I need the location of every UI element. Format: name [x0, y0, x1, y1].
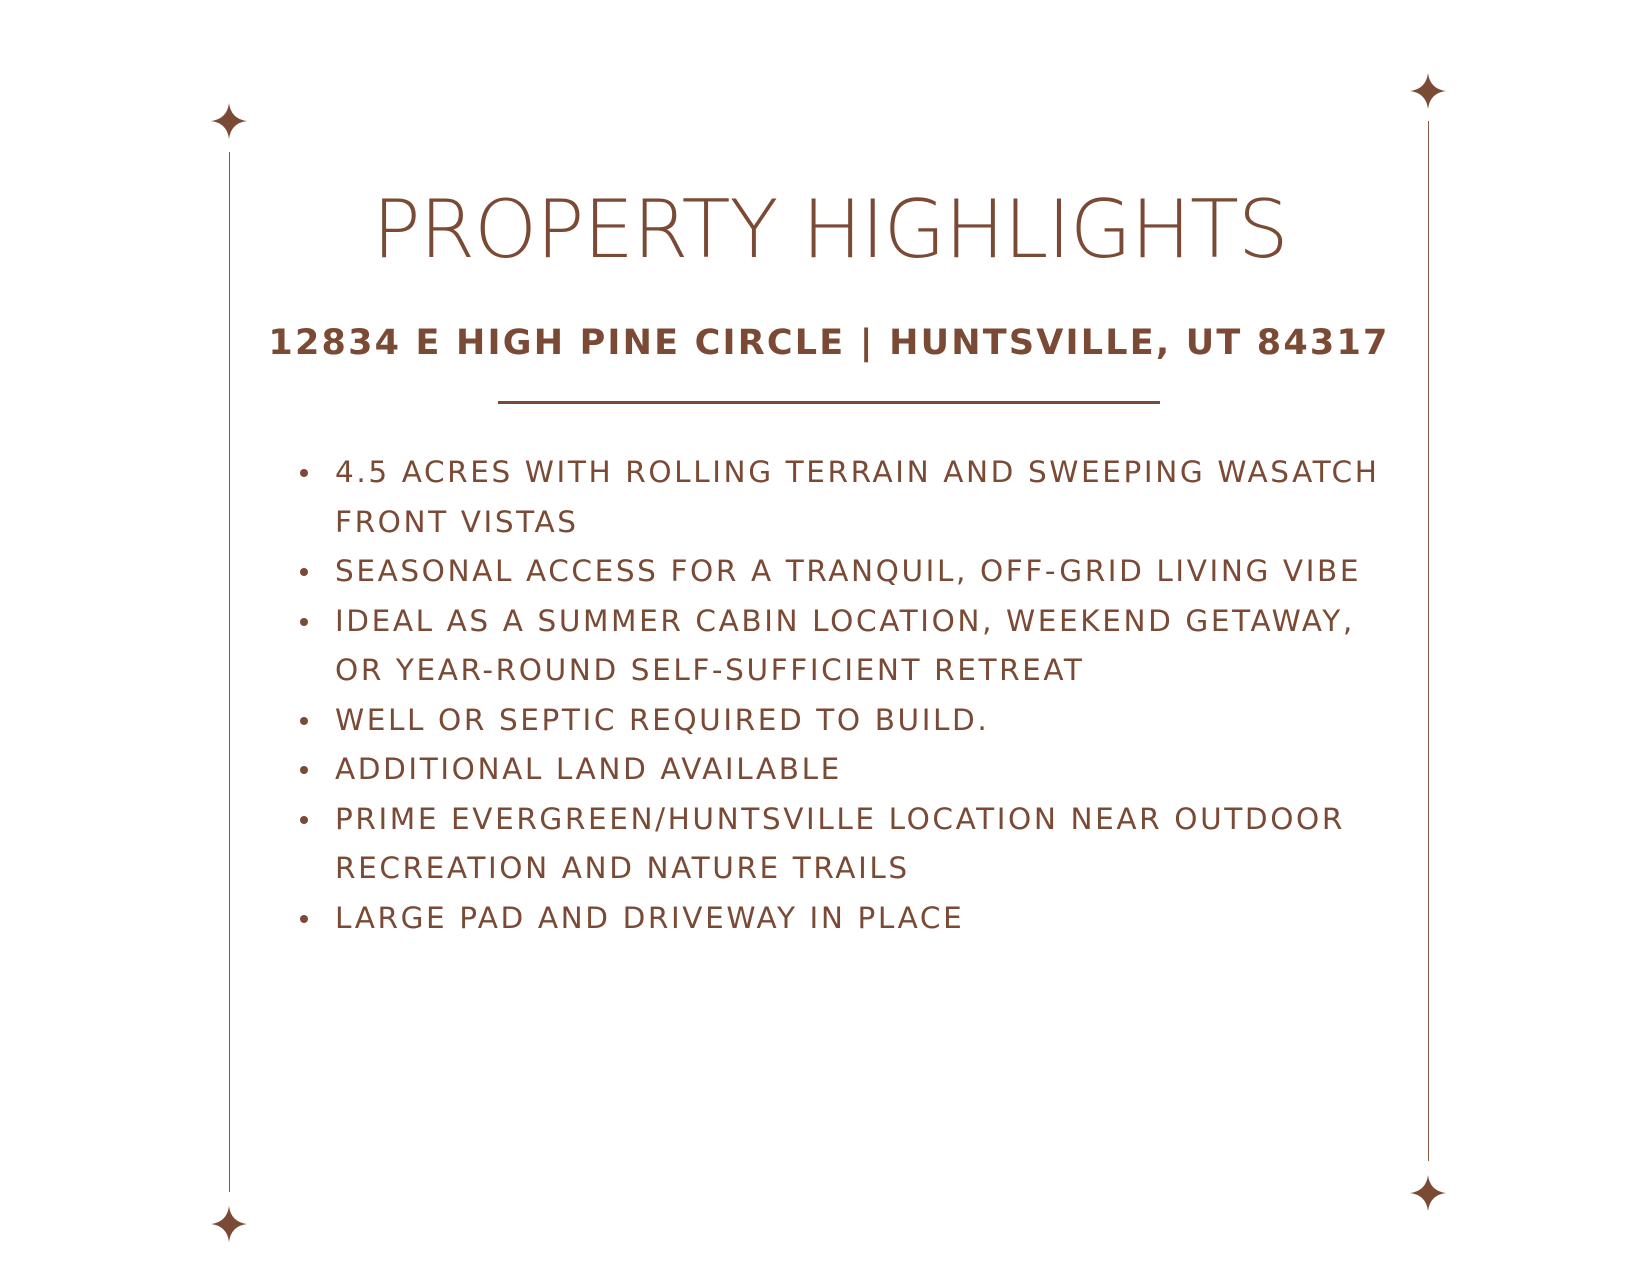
- highlight-text: ADDITIONAL LAND AVAILABLE: [335, 752, 842, 786]
- list-item: [290, 795, 1380, 894]
- highlight-text: IDEAL AS A SUMMER CABIN LOCATION, WEEKEND GETAWAY, OR YEAR-ROUND SELF-SUFFICIENT RETREAT: [335, 603, 1355, 687]
- highlight-text: WELL OR SEPTIC REQUIRED TO BUILD.: [335, 702, 990, 737]
- bullet-icon: [300, 816, 308, 824]
- list-item: [290, 894, 1380, 944]
- sparkle-icon: [211, 1206, 247, 1242]
- list-item: [290, 597, 1380, 696]
- highlight-text: LARGE PAD AND DRIVEWAY IN PLACE: [335, 900, 965, 935]
- list-item: [290, 745, 1380, 795]
- bullet-icon: [300, 717, 308, 725]
- bullet-icon: [300, 568, 308, 576]
- sparkle-icon: [211, 103, 247, 139]
- sparkle-icon: [1410, 1175, 1446, 1211]
- list-item: [290, 448, 1380, 547]
- bullet-icon: [300, 766, 308, 774]
- highlights-list: [290, 448, 1380, 943]
- list-item: [290, 696, 1380, 746]
- highlight-text: SEASONAL ACCESS FOR A TRANQUIL, OFF-GRID LIVING VIBE: [335, 554, 1362, 588]
- bullet-icon: [300, 618, 308, 626]
- divider-line: [498, 401, 1160, 404]
- highlight-text: PRIME EVERGREEN/HUNTSVILLE LOCATION NEAR OUTDOOR RECREATION AND NATURE TRAILS: [335, 801, 1345, 885]
- property-address: 12834 E HIGH PINE CIRCLE | HUNTSVILLE, UT 84317: [268, 323, 1390, 363]
- highlight-text: 4.5 ACRES WITH ROLLING TERRAIN AND SWEEPING WASATCH FRONT VISTAS: [335, 455, 1380, 539]
- right-border-line: [1428, 121, 1429, 1161]
- list-item: [290, 547, 1380, 597]
- bullet-icon: [300, 915, 308, 923]
- page-title: PROPERTY HIGHLIGHTS: [372, 183, 1288, 276]
- bullet-icon: [300, 469, 308, 477]
- sparkle-icon: [1410, 73, 1446, 109]
- left-border-line: [229, 152, 230, 1192]
